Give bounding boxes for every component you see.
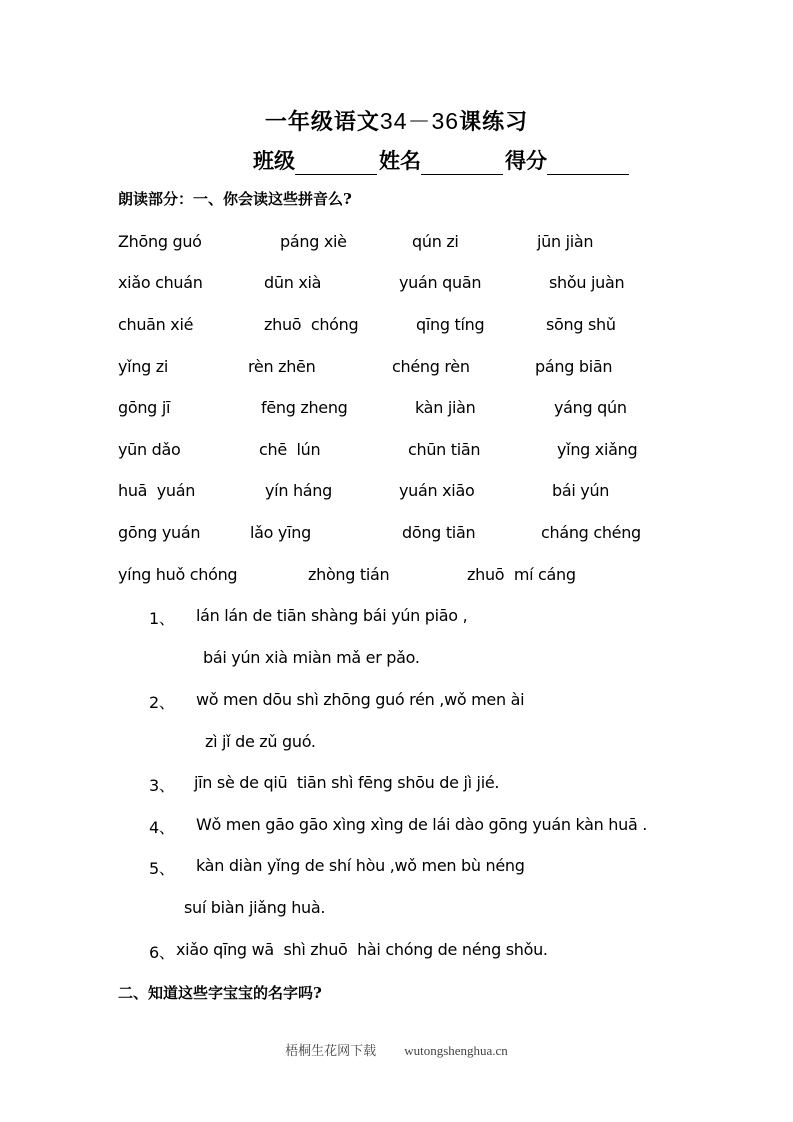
name-blank <box>421 148 503 175</box>
sentence-line: suí biàn jiǎng huà. <box>184 898 326 917</box>
sentence-line: kàn diàn yǐng de shí hòu ,wǒ men bù néng <box>196 856 525 875</box>
sentence-line: wǒ men dōu shì zhōng guó rén ,wǒ men ài <box>196 690 525 709</box>
word-item: yuán xiāo <box>399 481 475 500</box>
word-item: chūn tiān <box>408 440 481 459</box>
word-item: Zhōng guó <box>118 232 202 251</box>
title-suffix: 课练习 <box>459 109 529 135</box>
word-item: qīng tíng <box>416 315 485 334</box>
word-item: fēng zheng <box>261 398 348 417</box>
class-label: 班级 <box>253 148 295 173</box>
word-item: gōng jī <box>118 398 171 417</box>
sentence-line: lán lán de tiān shàng bái yún piāo , <box>196 606 468 625</box>
sentence-number: 6、 <box>149 943 175 962</box>
sentence-number: 4、 <box>149 818 175 837</box>
word-item: xiǎo chuán <box>118 273 203 292</box>
sentence-line: jīn sè de qiū tiān shì fēng shōu de jì jié. <box>194 773 500 792</box>
word-item: chē lún <box>259 440 321 459</box>
word-item: yūn dǎo <box>118 440 181 459</box>
word-item: sōng shǔ <box>546 315 616 334</box>
word-item: lǎo yīng <box>250 523 311 542</box>
word-item: yáng qún <box>554 398 627 417</box>
sentence-number: 1、 <box>149 609 175 628</box>
word-item: yǐng zi <box>118 357 169 376</box>
title-lesson-range: 34－36 <box>379 108 460 134</box>
page-footer <box>0 1040 793 1059</box>
word-item: chéng rèn <box>392 357 470 376</box>
word-item: shǒu juàn <box>549 273 625 292</box>
title-prefix: 一年级语文 <box>264 109 380 135</box>
word-item: qún zi <box>412 232 459 251</box>
word-item: jūn jiàn <box>537 232 594 251</box>
sentence-line: Wǒ men gāo gāo xìng xìng de lái dào gōng yuán kàn huā . <box>196 815 648 834</box>
score-label: 得分 <box>505 148 547 173</box>
word-item: yuán quān <box>399 273 482 292</box>
sentence-number: 5、 <box>149 859 175 878</box>
footer-site-url: wutongshenghua.cn <box>404 1043 508 1058</box>
score-blank <box>547 148 629 175</box>
section2-heading: 二、知道这些字宝宝的名字吗? <box>118 984 322 1002</box>
class-blank <box>295 148 377 175</box>
sentence-line: zì jǐ de zǔ guó. <box>205 732 316 751</box>
word-item: zhuō mí cáng <box>467 565 576 584</box>
word-item: dōng tiān <box>402 523 476 542</box>
word-item: yín háng <box>265 481 332 500</box>
word-item: huā yuán <box>118 481 196 500</box>
word-item: gōng yuán <box>118 523 201 542</box>
sentence-number: 3、 <box>149 776 175 795</box>
word-item: kàn jiàn <box>415 398 476 417</box>
word-item: zhuō chóng <box>264 315 359 334</box>
sentence-line: xiǎo qīng wā shì zhuō hài chóng de néng shǒu. <box>176 940 548 959</box>
footer-site-name: 梧桐生花网下载 <box>285 1043 377 1058</box>
word-item: cháng chéng <box>541 523 641 542</box>
word-item: rèn zhēn <box>248 357 316 376</box>
student-info-row <box>253 143 631 175</box>
worksheet-title <box>0 103 793 136</box>
word-item: dūn xià <box>264 273 322 292</box>
word-item: yíng huǒ chóng <box>118 565 238 584</box>
sentence-line: bái yún xià miàn mǎ er pǎo. <box>203 648 420 667</box>
word-item: zhòng tián <box>308 565 390 584</box>
word-item: chuān xié <box>118 315 194 334</box>
word-item: páng biān <box>535 357 613 376</box>
name-label: 姓名 <box>379 148 421 173</box>
section1-heading: 朗读部分：一、你会读这些拼音么? <box>118 190 352 208</box>
word-item: bái yún <box>552 481 610 500</box>
word-item: páng xiè <box>280 232 347 251</box>
word-item: yǐng xiǎng <box>557 440 638 459</box>
sentence-number: 2、 <box>149 693 175 712</box>
